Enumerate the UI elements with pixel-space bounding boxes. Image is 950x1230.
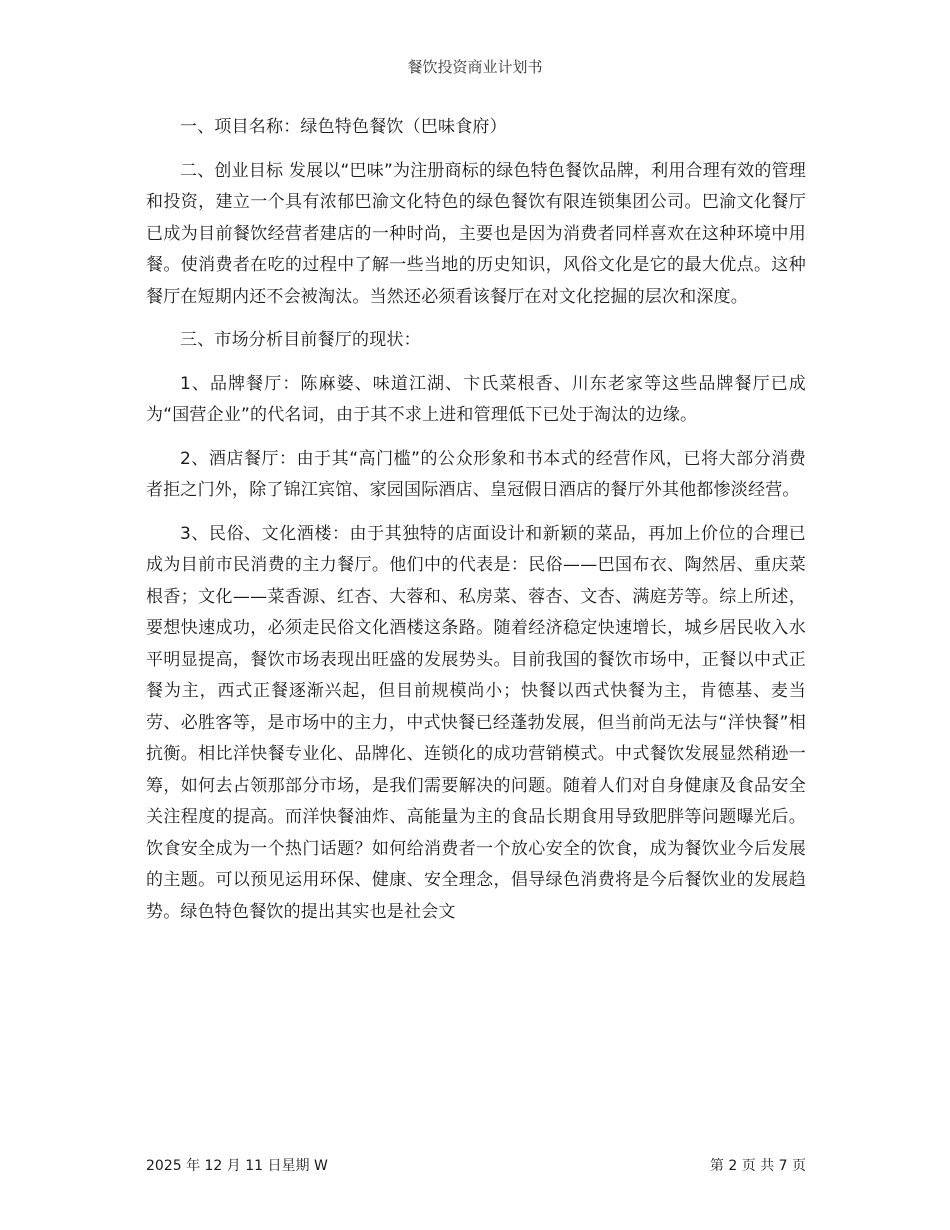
paragraph-project-name: 一、项目名称：绿色特色餐饮（巴味食府） [180, 117, 507, 137]
page-footer [146, 1155, 806, 1175]
page-header: 餐饮投资商业计划书 [407, 58, 543, 76]
footer-date: 2025 年 12 月 11 日星期 W [146, 1158, 328, 1174]
paragraph-business-goal: 二、创业目标 发展以“巴味”为注册商标的绿色特色餐饮品牌，利用合理有效的管理和投资，建立一个具有浓郁巴渝文化特色的绿色餐饮有限连锁集团公司。巴渝文化餐厅已成为目前餐饮经营者建店的一种时尚，主要也是因为消费者同样喜欢在这种环境中用餐。使消费者在吃的过程中了解一些当地的历史知识，风俗文化是它的最大优点。这种餐厅在短期内还不会被淘汰。当然还必须看该餐厅在对文化挖掘的层次和深度。 [146, 160, 806, 307]
footer-page-number: 第 2 页 共 7 页 [709, 1158, 806, 1174]
paragraph-folk-culture-restaurants: 3、民俗、文化酒楼：由于其独特的店面设计和新颖的菜品，再加上价位的合理已成为目前市民消费的主力餐厅。他们中的代表是：民俗——巴国布衣、陶然居、重庆菜根香；文化——菜香源、红杏、大蓉和、私房菜、蓉杏、文杏、满庭芳等。综上所述，要想快速成功，必须走民俗文化酒楼这条路。随着经济稳定快速增长，城乡居民收入水平明显提高，餐饮市场表现出旺盛的发展势头。目前我国的餐饮市场中，正餐以中式正餐为主，西式正餐逐渐兴起，但目前规模尚小；快餐以西式快餐为主，肯德基、麦当劳、必胜客等，是市场中的主力，中式快餐已经蓬勃发展，但当前尚无法与“洋快餐”相抗衡。相比洋快餐专业化、品牌化、连锁化的成功营销模式。中式餐饮发展显然稍逊一筹，如何去占领那部分市场，是我们需要解决的问题。随着人们对自身健康及食品安全关注程度的提高。而洋快餐油炸、高能量为主的食品长期食用导致肥胖等问题曝光后。饮食安全成为一个热门话题？如何给消费者一个放心安全的饮食，成为餐饮业今后发展的主题。可以预见运用环保、健康、安全理念，倡导绿色消费将是今后餐饮业的发展趋势。绿色特色餐饮的提出其实也是社会文 [146, 523, 806, 922]
document-body [146, 112, 806, 940]
paragraph-market-analysis-heading: 三、市场分析目前餐厅的现状： [180, 330, 421, 350]
paragraph-hotel-restaurants: 2、酒店餐厅：由于其“高门槛”的公众形象和书本式的经营作风，已将大部分消费者拒之门外，除了锦江宾馆、家园国际酒店、皇冠假日酒店的餐厅外其他都惨淡经营。 [146, 448, 806, 500]
paragraph-brand-restaurants: 1、品牌餐厅：陈麻婆、味道江湖、卞氏菜根香、川东老家等这些品牌餐厅已成为“国营企业”的代名词，由于其不求上进和管理低下已处于淘汰的边缘。 [146, 373, 806, 425]
